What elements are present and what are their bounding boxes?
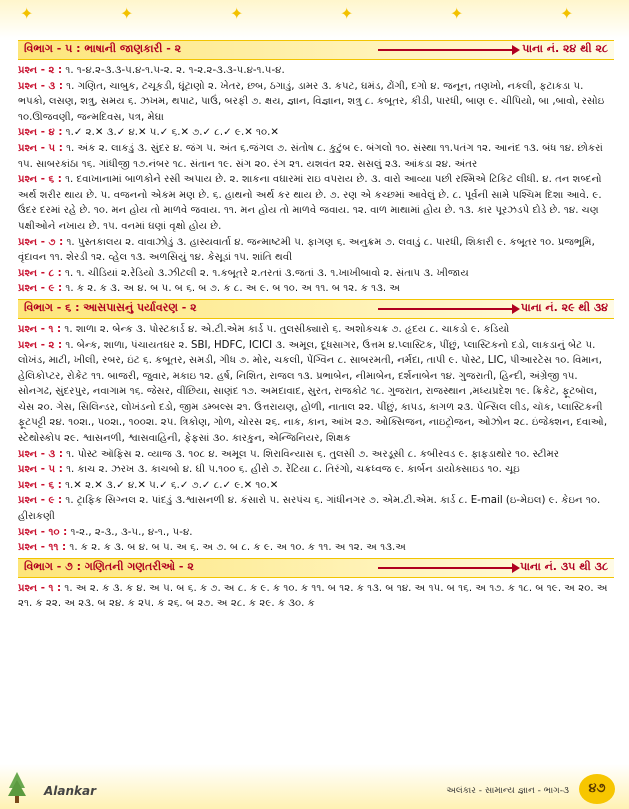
- question-label: પ્રશ્ન - ૨ :: [18, 339, 63, 351]
- answer-text: ૧. ગણિત, ચાબુક, ટચૂકડી, ઘૂંટાણો ૨. ખેતર, છબ, ઠગાડું, ડામર ૩. કપટ, ઘમંડ, ઢોંગી, દગો ૪. જનૂન, તણખો, નકલી, ફટાકડા ૫. ભપકો, લસણ, શત્રુ, સમય ૬. ઝખમ, થપાટ, પાઉં, બરફી ૭. ક્ષય, જ્ઞાન, વિજ્ઞાન, શત્રુ ૮. કબૂતર, કીડી, પારધી, બાણ ૯. ચીપિયો, બા ,બાવો, રસોઇ ૧૦.ઊજવણી, જન્મદિવસ, પત્ર, મેઘા: [18, 80, 605, 123]
- answer-text: ૧. શાળા ૨. બેન્ક ૩. પોસ્ટકાર્ડ ૪. એ.ટી.એમ કાર્ડ ૫. તુલસીક્યારો ૬. અશોકચક્ર ૭. હૃદય ૮. ચાકડો ૯. કડિયો: [64, 323, 510, 335]
- brand-logo: Alankar: [44, 784, 97, 798]
- answer-item: [18, 478, 614, 494]
- answer-item: [18, 63, 614, 79]
- answer-key-content: [18, 38, 614, 612]
- question-label: પ્રશ્ન - ૬ :: [18, 174, 62, 186]
- answer-item: [18, 493, 614, 524]
- question-label: પ્રશ્ન - ૧૦ :: [18, 526, 68, 538]
- section-pages: પાના નં. ૨૯ થી ૩૪: [520, 300, 608, 314]
- arrow-right-icon: [378, 49, 518, 51]
- answer-text: ૧. પોસ્ટ ઑફિસ ૨. વ્યાજ ૩. ૧૦૮ ૪. અમૂલ ૫. શિરાવિન્યાસ ૬. તુલસી ૭. અરડૂસી ૮. કબીરવડ ૯. ફાફડાથોર ૧૦. સ્ટીમર: [66, 448, 560, 460]
- answer-item: [18, 281, 614, 297]
- answer-text: ૧. બેન્ક, શાળા, પંચાયતઘર ૨. SBI, HDFC, ICICI ૩. અમૂલ, દૂધસાગર, ઉત્તમ ૪.પ્લાસ્ટિક, પીંછું, પ્લાસ્ટિકનો દડો, લાકડાનું બેટ ૫. લોખંડ, માટી, ખીલી, રબર, ઇંટ ૬. કબૂતર, સમડી, ગીધ ૭. મોર, ચકલી, પેંગ્વિન ૮. સાબરમતી, નર્મદા, તાપી ૯. પોસ્ટ, LIC, પીઆરટેસ ૧૦. વિમાન, હેલિકોપ્ટર, રોકેટ ૧૧. બાજરી, જુવાર, મકાઇ ૧૨. હર્ષ, નિશિત, રાજલ ૧૩. પ્રભાબેન, નીમાબેન, દર્શનાબેન ૧૪. ગુજરાતી, હિન્દી, અંગ્રેજી ૧૫. સોનગઢ, સુંદરપુર, નવાગામ ૧૬. જેસર, વીંછિયા, સાણંદ ૧૭. અમદાવાદ, સુરત, રાજકોટ ૧૮. ગુજરાત, રાજસ્થાન ,મધ્યપ્રદેશ ૧૯. ક્રિકેટ, ફૂટબૉલ, ચેસ ૨૦. ગેસ, સિલિન્ડર, લોખંડનો દડો, જીમ ડમ્બલ્સ ૨૧. ઉત્તરાયણ, હોળી, નાતાલ ૨૨. પીંછું, કાપડ, કાગળ ૨૩. પેન્સિલ લીડ, ચૉક, પ્લાસ્ટિકની ફૂટપટ્ટી ૨૪. ૧૦૨ા., ૫૦૨ા., ૧૦૦૨ા. ૨૫. ત્રિકોણ, ગોળ, ચોરસ ૨૬. નાક, કાન, આંખ ૨૭. ઓક્સિજન, નાઇટ્રોજન, ઓઝોન ૨૮. ઇંજેક્શન, દવાઓ, સ્ટેથોસ્કોપ ૨૯. શ્વાસનળી, શ્વાસવાહિની, ફેફસાં ૩૦. કારકુન, એન્જિનિયર, શિક્ષક: [18, 339, 608, 445]
- answer-text: ૧. ૧-૪.૨-૩.૩-૫.૪-૧.૫-૨. ૨. ૧-૨.૨-૩.૩-૫.૪-૧.૫-૪.: [65, 65, 285, 76]
- answer-item: [18, 447, 614, 463]
- question-label: પ્રશ્ન - ૬ :: [18, 479, 62, 491]
- answer-text: ૧. કાચ ૨. ઝરખ ૩. કાચબો ૪. ઘી ૫.૧૦૦ ૬. હીરો ૭. રેંટિયા ૮. તિરંગો, ચક્રધ્વજ ૯. કાર્બન ડાયોક્સાઇડ ૧૦. ચૂઇ: [66, 464, 520, 476]
- answer-text: ૧. ૧. ચીડિયાં ૨.રેડિયો ૩.ઝીટલી ૨. ૧.કબૂતરે ૨.તરતાં ૩.જતાં ૩. ૧.ખાખીબાવો ૨. સંતાપ ૩. ખીજાય: [64, 267, 469, 279]
- question-label: પ્રશ્ન - ૫ :: [18, 142, 63, 154]
- answer-item: [18, 462, 614, 478]
- question-label: પ્રશ્ન - ૯ :: [18, 283, 63, 295]
- answer-text: ૧. પુસ્તકાલય ૨. વાવાઝોડું ૩. હાસ્યવાર્તા ૪. જન્માષ્ટમી ૫. ફાગણ ૬. અનુક્રમ ૭. લવાડું ૮. પારધી, શિકારી ૯. કબૂતર ૧૦. પ્રજભૂમિ, વૃંદાવન ૧૧. શેરડી ૧૨. વ્હેલ ૧૩. અળસિયું ૧૪. કેસૂડાં ૧૫. શાંતિ થવી: [18, 236, 595, 264]
- section-header: [18, 299, 614, 319]
- answer-item: [18, 581, 614, 612]
- page-number: ૪૭: [579, 774, 615, 804]
- answer-item: [18, 125, 614, 141]
- star-icon: ✦: [340, 4, 354, 23]
- star-icon: ✦: [450, 4, 464, 23]
- tree-icon: [6, 770, 28, 804]
- star-icon: ✦: [230, 4, 244, 23]
- question-label: પ્રશ્ન - ૩ :: [18, 448, 63, 460]
- question-label: પ્રશ્ન - ૮ :: [18, 267, 62, 279]
- answer-item: [18, 540, 614, 556]
- arrow-right-icon: [378, 567, 518, 569]
- answer-text: ૧.✕ ૨.✕ ૩.✓ ૪.✕ ૫.✓ ૬.✓ ૭.✓ ૮.✓ ૯.✕ ૧૦.✕: [65, 479, 279, 491]
- top-decoration: [0, 0, 629, 38]
- answer-text: ૧. અ ૨. ક ૩. ક ૪. અ ૫. બ ૬. ક ૭. અ ૮. ક ૯. ક ૧૦. ક ૧૧. બ ૧૨. ક ૧૩. બ ૧૪. અ ૧૫. બ ૧૬. અ ૧૭. ક ૧૮. બ ૧૯. અ ૨૦. અ ૨૧. ક ૨૨. અ ૨૩. બ ૨૪. ક ૨૫. ક ૨૬. બ ૨૭. અ ૨૮. ક ૨૯. ક ૩૦. ક: [18, 582, 608, 610]
- answer-text: ૧. દવાખાનામાં બાળકોને રસી અપાય છે. ૨. શાકના વઘારમાં રાઇ વપરાય છે. ૩. વારો આવ્યા પછી રશ્મિએ ટિકિટ લીધી. ૪. તન શબ્દનો અર્થ શરીર થાય છે. ૫. વજનનો એકમ મણ છે. ૬. હાથનો અર્થ કર થાય છે. ૭. રણ એ કચ્છમાં આવેલું છે. ૮. પૂર્વની સામે પશ્ચિમ દિશા આવે. ૯. ઉંદર દરમાં રહે છે. ૧૦. મન હોય તો માળવે જવાય. ૧૧. મન હોય તો માળવે જવાય. ૧૨. વાળ માથામાં હોય છે. ૧૩. કાર પૂરઝડપે દોડે છે. ૧૪. ચણ પક્ષીઓને નખાય છે. ૧૫. વનમાં ઘણાં વૃક્ષો હોય છે.: [18, 174, 602, 232]
- question-label: પ્રશ્ન - ૧૧ :: [18, 542, 67, 554]
- section-header: [18, 558, 614, 578]
- star-icon: ✦: [560, 4, 574, 23]
- answer-text: ૧. ટ્રાફિક સિગ્નલ ૨. પાંદડું ૩.શ્વાસનળી ૪. કંસારો ૫. સરપંચ ૬. ગાંધીનગર ૭. એમ.ટી.એમ. કાર્ડ ૮. E-mail (ઇ-મેઇલ) ૯. કેઇન ૧૦. હીરાકણી: [18, 495, 601, 523]
- question-label: પ્રશ્ન - ૩ :: [18, 80, 63, 92]
- arrow-right-icon: [378, 308, 518, 310]
- answer-item: [18, 266, 614, 282]
- question-label: પ્રશ્ન - ૨ :: [18, 65, 63, 76]
- section-title: વિભાગ - ૬ : આસપાસનું પર્યાવરણ - ૨: [24, 300, 197, 314]
- answer-text: ૧. અંક ૨. લાકડું ૩. સુંદર ૪. જંગ ૫. અંત ૬.જંગલ ૭. સંતોષ ૮. કુટુંબ ૯. બંગલો ૧૦. સંસ્થા ૧૧.પતંગ ૧૨. આનંદ ૧૩. બંધ ૧૪. છોકરાં ૧૫. સાબરકાંઠા ૧૬. ગાંધીજી ૧૭.નંબર ૧૮. સંતાન ૧૯. સંગ ૨૦. રંગ ૨૧. યશવંત ૨૨. સસલું ૨૩. આંકડા ૨૪. અંતર: [18, 142, 603, 170]
- answer-item: [18, 79, 614, 126]
- answer-text: ૧-૨., ૨-૩., ૩-૫., ૪-૧., ૫-૪.: [70, 526, 193, 538]
- answer-item: [18, 525, 614, 541]
- section-title: વિભાગ - ૭ : ગણિતની ગણતરીઓ - ૨: [24, 559, 194, 573]
- star-icon: ✦: [20, 4, 34, 23]
- footer-text: અલંકાર - સામાન્ય જ્ઞાન - ભાગ-૩: [446, 786, 569, 796]
- question-label: પ્રશ્ન - ૧ :: [18, 582, 62, 594]
- page-footer: [0, 764, 629, 809]
- section-pages: પાના નં. ૨૪ થી ૨૮: [522, 42, 608, 55]
- question-label: પ્રશ્ન - ૯ :: [18, 495, 63, 507]
- section-pages: પાના નં. ૩૫ થી ૩૮: [520, 559, 608, 573]
- answer-item: [18, 141, 614, 172]
- section-title: વિભાગ - ૫ : ભાષાની જાણકારી - ૨: [24, 42, 182, 55]
- answer-text: ૧. ક ૨. ક ૩. બ ૪. બ ૫. અ ૬. અ ૭. બ ૮. ક ૯. અ ૧૦. ક ૧૧. અ ૧૨. અ ૧૩.અ: [69, 542, 406, 554]
- answer-item: [18, 338, 614, 447]
- answer-text: ૧.✓ ૨.✕ ૩.✓ ૪.✕ ૫.✓ ૬.✕ ૭.✓ ૮.✓ ૯.✕ ૧૦.✕: [65, 127, 279, 139]
- answer-text: ૧. ક ૨. ક ૩. અ ૪. બ ૫. બ ૬. બ ૭. ક ૮. અ ૯. બ ૧૦. અ ૧૧. બ ૧૨. ક ૧૩. અ: [65, 283, 401, 295]
- section-header: [18, 40, 614, 60]
- answer-item: [18, 322, 614, 338]
- question-label: પ્રશ્ન - ૧ :: [18, 323, 62, 335]
- question-label: પ્રશ્ન - ૪ :: [18, 127, 63, 139]
- question-label: પ્રશ્ન - ૫ :: [18, 464, 63, 476]
- star-icon: ✦: [120, 4, 134, 23]
- answer-item: [18, 235, 614, 266]
- answer-item: [18, 172, 614, 234]
- question-label: પ્રશ્ન - ૭ :: [18, 236, 64, 248]
